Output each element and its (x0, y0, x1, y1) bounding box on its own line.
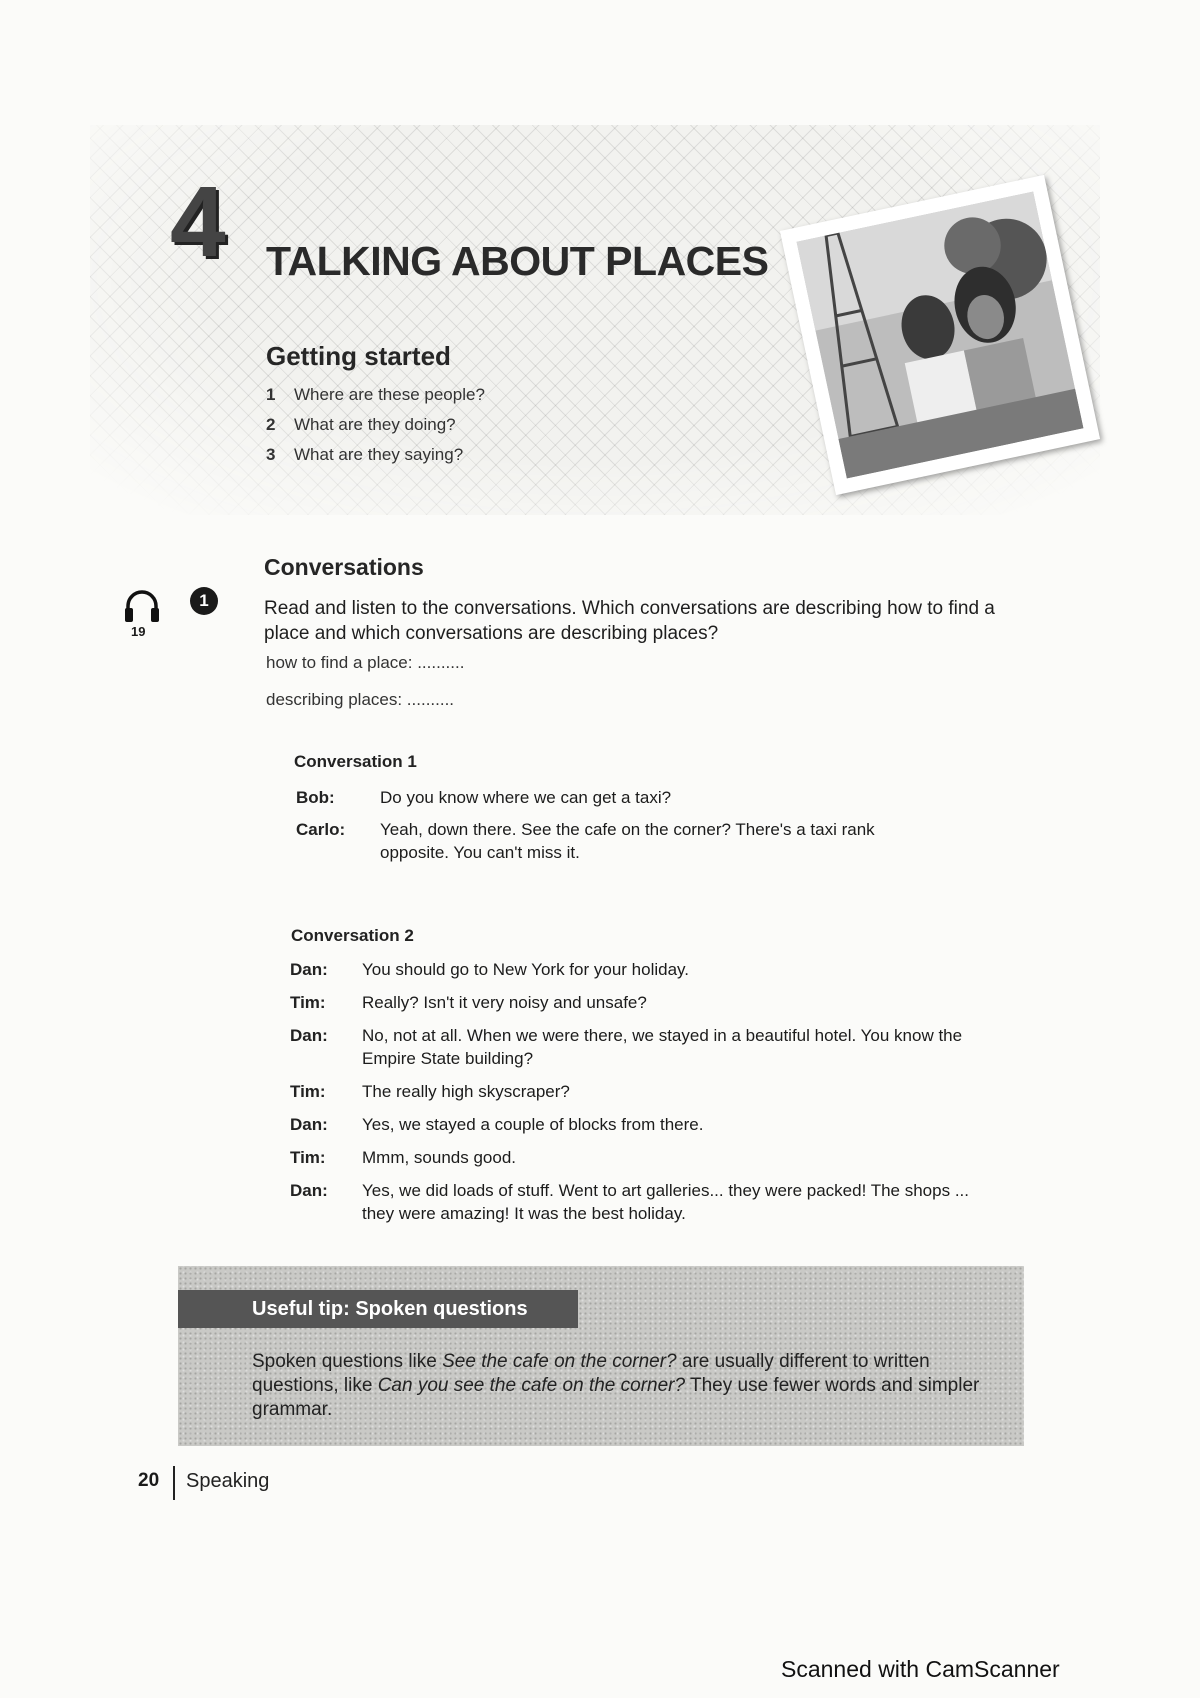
exercise-number-badge: 1 (190, 587, 218, 615)
conversation-2 (290, 958, 982, 1225)
footer-section-label: Speaking (186, 1470, 270, 1492)
question-item: 2 What are they doing? (266, 415, 456, 434)
footer-divider (173, 1466, 175, 1500)
dialogue-line: Tim: The really high skyscraper? (290, 1082, 570, 1101)
dialogue-line: Bob: Do you know where we can get a taxi? (296, 788, 672, 807)
question-item: 3 What are they saying? (266, 445, 464, 464)
answer-describing-places: describing places: .......... (266, 690, 455, 709)
paris-photo (780, 175, 1100, 495)
getting-started-questions (266, 385, 485, 475)
useful-tip-text: Spoken questions like See the cafe on the corner? are usually different to written questions, like Can you see the cafe on the corner? They use fewer words and simpler grammar. (252, 1351, 980, 1420)
unit-number: 4 (170, 166, 224, 278)
dialogue-line: Dan: Yes, we did loads of stuff. Went to art galleries... they were packed! The shops ... they were amazing! It was the best holiday. (290, 1181, 969, 1223)
audio-track-number: 19 (131, 624, 146, 639)
conversation-1 (296, 786, 940, 864)
conversation-1-heading: Conversation 1 (294, 752, 417, 771)
dialogue-line: Tim: Mmm, sounds good. (290, 1148, 517, 1167)
dialogue-line: Dan: You should go to New York for your holiday. (290, 960, 689, 979)
dialogue-line: Dan: Yes, we stayed a couple of blocks from there. (290, 1115, 704, 1134)
conversations-heading: Conversations (264, 554, 424, 580)
paris-photo-image (796, 191, 1083, 478)
dialogue-line: Dan: No, not at all. When we were there, we stayed in a beautiful hotel. You know the Empire State building? (290, 1026, 963, 1068)
conversation-2-heading: Conversation 2 (291, 926, 414, 945)
page-number: 20 (138, 1470, 160, 1491)
dialogue-line: Tim: Really? Isn't it very noisy and unsafe? (290, 993, 647, 1012)
dialogue-line: Carlo: Yeah, down there. See the cafe on the corner? There's a taxi rank opposite. You can't miss it. (296, 820, 875, 862)
headphones-icon (122, 586, 162, 626)
question-item: 1 Where are these people? (266, 385, 485, 404)
exercise-instruction: Read and listen to the conversations. Which conversations are describing how to find a place and which conversations are describing places? (264, 598, 995, 644)
answer-find-place: how to find a place: .......... (266, 653, 465, 672)
useful-tip-label: Useful tip: Spoken questions (178, 1290, 578, 1328)
getting-started-heading: Getting started (266, 341, 451, 371)
unit-title: TALKING ABOUT PLACES (266, 238, 769, 284)
scanner-watermark: Scanned with CamScanner (781, 1656, 1060, 1682)
